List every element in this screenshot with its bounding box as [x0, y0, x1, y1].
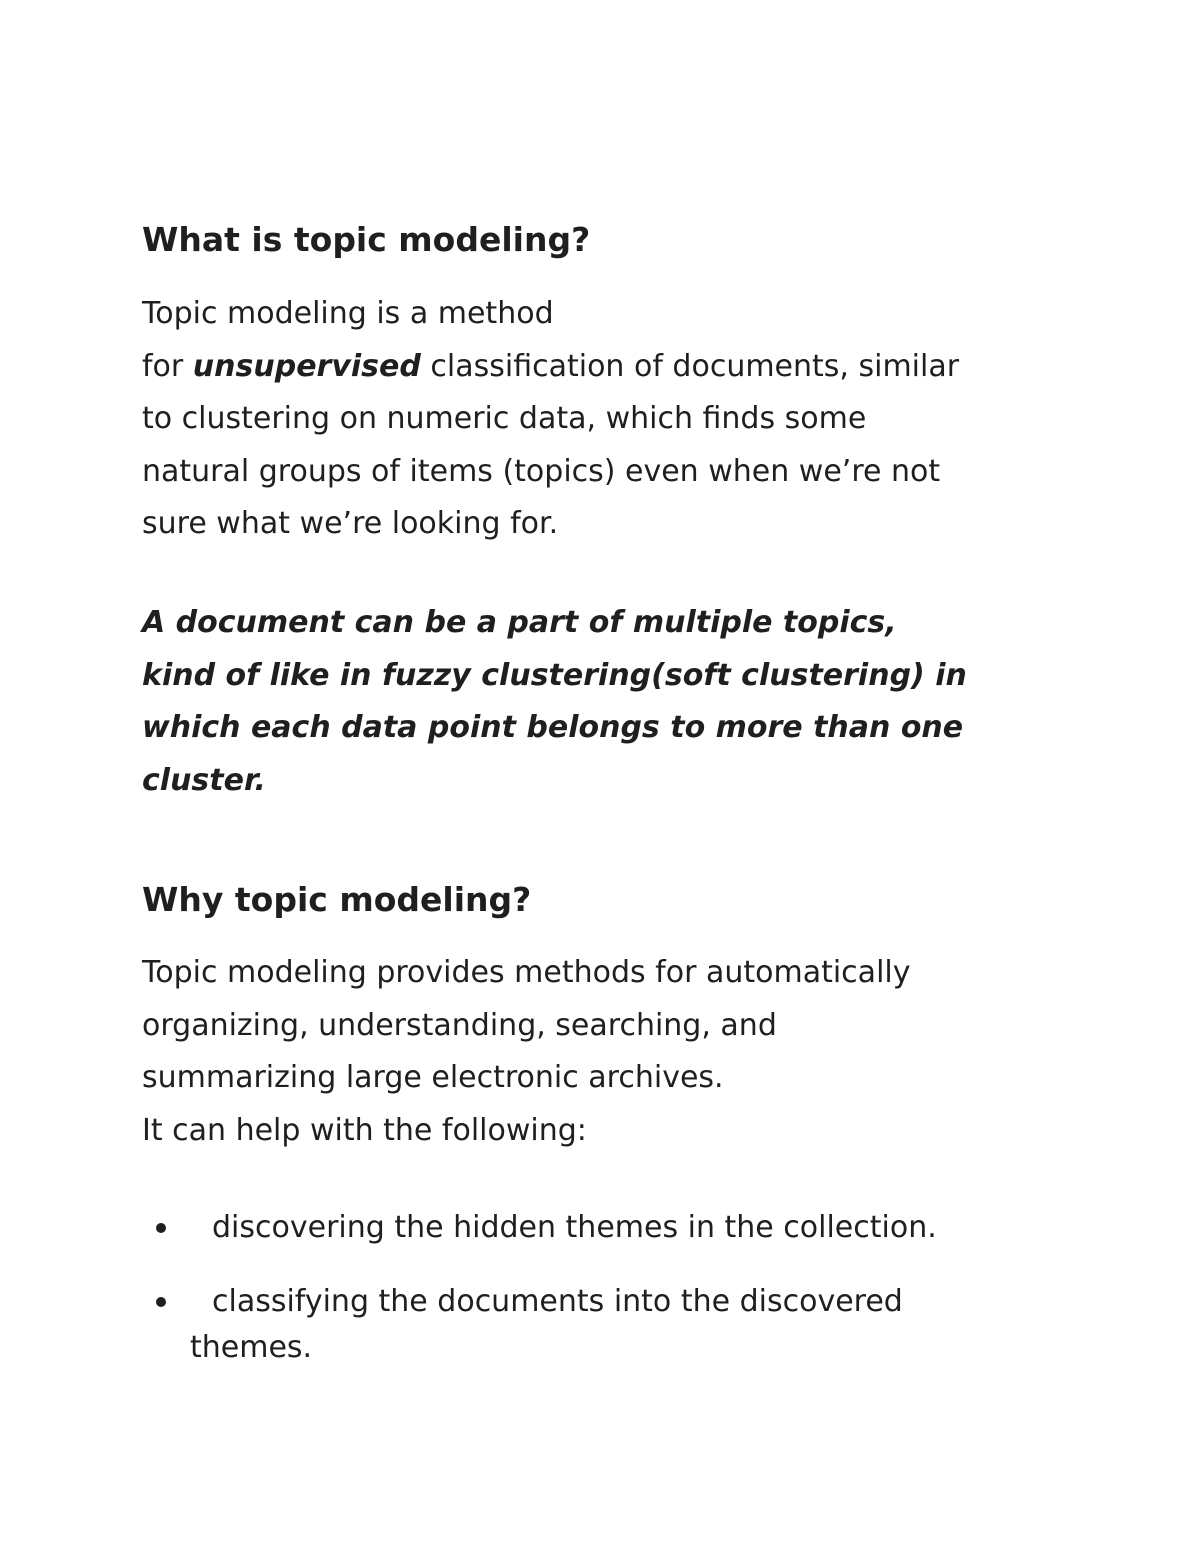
emphasis-unsupervised: unsupervised [192, 348, 421, 384]
section-what-heading-block [142, 220, 1072, 260]
why-line-2: organizing, understanding, searching, and [142, 1007, 777, 1043]
definition-line-2-prefix: for [142, 348, 193, 384]
quote-line-1: A document can be a part of multiple topics, [142, 605, 897, 640]
section-what-quote [142, 597, 1072, 807]
list-item-text: discovering the hidden themes in the collection. [212, 1210, 937, 1245]
definition-line-1: Topic modeling is a method [142, 296, 554, 331]
multiple-topics-quote [142, 597, 1072, 807]
quote-line-4: cluster. [142, 762, 266, 798]
list-item [142, 1205, 1042, 1251]
definition-paragraph [142, 288, 1072, 551]
quote-line-3: which each data point belongs to more than one [142, 710, 964, 745]
definition-line-2-suffix: classification of documents, similar [420, 348, 960, 384]
heading-why-topic-modeling: Why topic modeling? [142, 880, 532, 919]
why-line-4: It can help with the following: [142, 1112, 587, 1148]
heading-what-is-topic-modeling: What is topic modeling? [142, 220, 591, 259]
section-what-paragraph [142, 288, 1072, 551]
why-line-1: Topic modeling provides methods for automatically [142, 955, 911, 990]
list-item-text-continued: themes. [190, 1330, 313, 1365]
why-line-3: summarizing large electronic archives. [142, 1060, 724, 1095]
definition-line-5: sure what we’re looking for. [142, 506, 559, 541]
list-item [142, 1279, 1042, 1371]
definition-line-4: natural groups of items (topics) even when we’re not [142, 453, 941, 489]
definition-line-2 [142, 341, 1072, 394]
why-paragraph [142, 947, 1072, 1157]
bullet-icon [156, 1297, 166, 1307]
section-why-paragraph [142, 947, 1072, 1157]
section-why-heading-block [142, 880, 1072, 920]
quote-line-2: kind of like in fuzzy clustering(soft clustering) in [142, 657, 967, 693]
definition-line-3: to clustering on numeric data, which finds some [142, 401, 867, 436]
bullet-icon [156, 1223, 166, 1233]
list-item-text: classifying the documents into the discovered [212, 1284, 903, 1319]
